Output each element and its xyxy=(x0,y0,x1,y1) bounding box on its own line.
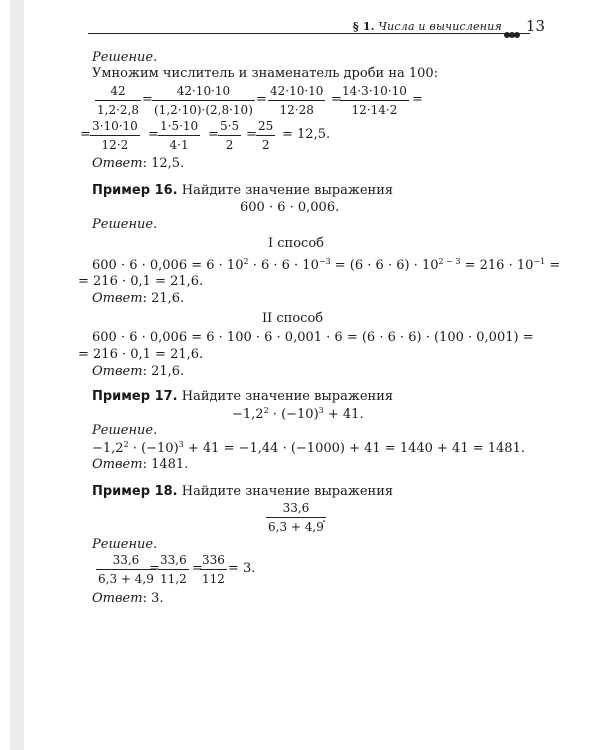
answer-value: : 21,6. xyxy=(142,291,185,306)
fraction: $\frac{3\cdot 10\cdot 10}{12\cdot 2}$ xyxy=(92,119,138,152)
solution-label: Решение. xyxy=(92,537,158,552)
fraction: $\frac{14\cdot 3\cdot 10\cdot 10}{12\cdot 14\cdot 2}$ xyxy=(342,84,407,117)
answer-label: Ответ xyxy=(92,591,143,606)
answer-value: : 12,5. xyxy=(142,156,185,171)
example-expression: $-1,2^2 \cdot (-10)^3 + 41$. xyxy=(232,406,364,422)
example-title: Пример 16. xyxy=(92,183,178,198)
equals-sign: = xyxy=(256,92,267,107)
fraction: $\frac{42\cdot 10\cdot 10}{(1,2\cdot 10)\cdot(2,8\cdot 10)}$ xyxy=(154,84,253,117)
example-expression-fraction: $\frac{33,6}{6,3 + 4,9}$ xyxy=(268,501,324,534)
example-title: Пример 17. xyxy=(92,389,178,404)
answer-line xyxy=(92,156,184,171)
example-title: Пример 18. xyxy=(92,484,178,499)
answer-label: Ответ xyxy=(92,457,143,472)
method-heading: II способ xyxy=(262,311,324,326)
fraction: $\frac{33,6}{6,3 + 4,9}$ xyxy=(98,553,154,586)
running-header xyxy=(353,20,502,33)
answer-line xyxy=(92,291,184,306)
answer-label: Ответ xyxy=(92,291,143,306)
example-heading xyxy=(92,389,393,404)
fraction: $\frac{42}{1,2\cdot 2,8}$ xyxy=(97,84,139,117)
example-prompt: Найдите значение выражения xyxy=(181,389,394,404)
equals-sign: = xyxy=(192,561,203,576)
fraction: $\frac{5\cdot 5}{2}$ xyxy=(220,119,240,152)
fraction: $\frac{42\cdot 10\cdot 10}{12\cdot 28}$ xyxy=(270,84,324,117)
equals-sign: = xyxy=(149,561,160,576)
equals-sign: = xyxy=(331,92,342,107)
math-line: 600 · 6 · 0,006 = 6 · 100 · 6 · 0,001 · 6 = (6 · 6 · 6) · (100 · 0,001) = xyxy=(92,330,534,345)
header-rule xyxy=(88,33,530,34)
answer-line xyxy=(92,457,188,472)
solution-label: Решение. xyxy=(92,50,158,65)
page-margin-strip xyxy=(10,0,24,750)
answer-value: : 1481. xyxy=(142,457,189,472)
equals-sign: = xyxy=(80,127,91,142)
fraction: $\frac{336}{112}$ xyxy=(202,553,225,586)
example-prompt: Найдите значение выражения xyxy=(181,183,394,198)
section-title: Числа и вычисления xyxy=(378,20,502,33)
solution-intro: Умножим числитель и знаменатель дроби на 100: xyxy=(92,66,439,81)
answer-line xyxy=(92,364,184,379)
answer-value: : 3. xyxy=(142,591,164,606)
page-number: 13 xyxy=(525,17,545,35)
result: = 3. xyxy=(228,561,256,576)
example-prompt: Найдите значение выражения xyxy=(181,484,394,499)
section-number: § 1. xyxy=(352,20,375,33)
answer-label: Ответ xyxy=(92,364,143,379)
method-heading: I способ xyxy=(268,236,324,251)
fraction: $\frac{25}{2}$ xyxy=(258,119,274,152)
equals-sign: = xyxy=(142,92,153,107)
example-heading xyxy=(92,183,393,198)
math-line: = 216 · 0,1 = 21,6. xyxy=(78,274,204,289)
equals-sign: = xyxy=(246,127,257,142)
fraction: $\frac{1\cdot 5\cdot 10}{4\cdot 1}$ xyxy=(160,119,199,152)
solution-label: Решение. xyxy=(92,423,158,438)
answer-label: Ответ xyxy=(92,156,143,171)
solution-label: Решение. xyxy=(92,217,158,232)
equals-sign: = xyxy=(208,127,219,142)
answer-line xyxy=(92,591,164,606)
fraction: $\frac{33,6}{11,2}$ xyxy=(160,553,187,586)
period: . xyxy=(322,511,327,526)
equals-sign: = xyxy=(412,92,423,107)
math-line: = 216 · 0,1 = 21,6. xyxy=(78,347,204,362)
equals-sign: = xyxy=(148,127,159,142)
answer-value: : 21,6. xyxy=(142,364,185,379)
header-dots-icon xyxy=(504,23,522,31)
example-expression: 600 · 6 · 0,006. xyxy=(240,200,340,215)
math-line: $600 \cdot 6 \cdot 0,006 = 6 \cdot 10^2 \cdot 6 \cdot 6 \cdot 10^{-3} = (6 \cdot 6 \cdot 6) \cdot 10^{2 - 3} = 216 \cdot 10^{-1}$ = xyxy=(92,257,561,273)
example-heading xyxy=(92,484,393,499)
math-line: $-1,2^2 \cdot (-10)^3 + 41 = -1,44 \cdot (-1000) + 41 = 1440 + 41 = 1481$. xyxy=(92,440,525,456)
result: = 12,5. xyxy=(282,127,331,142)
